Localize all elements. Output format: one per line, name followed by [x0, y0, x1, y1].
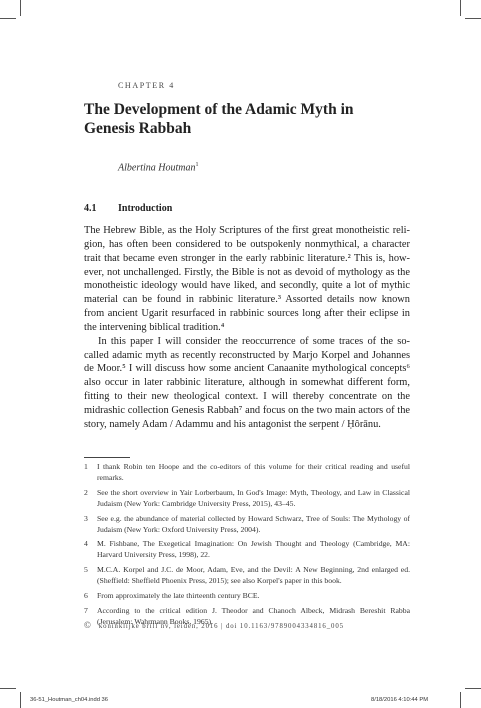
text-line: Moor.⁵ I will discuss how some ancient Canaanite mythological concepts⁶ also	[84, 363, 410, 389]
text-line: gion, has often been considered to be outspokenly nonmythical, a character	[84, 238, 410, 250]
footnote-number: 6	[84, 590, 88, 600]
footnote-text: See the short overview in Yair Lorberbaum, In God's Image: Myth, Theology, and Law in Classical Judaism (New York: Cambridge University Press, 2015), 43–45.	[97, 487, 410, 508]
text-line: trait that became even stronger in the early rabbinic literature.² This is, how-	[84, 252, 410, 264]
footnote	[84, 564, 410, 586]
text-line: to their new theological context. I will thereby concentrate on the midrashic	[84, 391, 410, 416]
chapter-title-line-1: The Development of the Adamic Myth in	[84, 101, 354, 118]
footnote-text: M. Fishbane, The Exegetical Imagination: On Jewish Thought and Theology (Cambridge, MA: Harvard University Press, 1998), 22.	[97, 539, 410, 560]
section-number: 4.1	[84, 203, 97, 214]
chapter-title-line-2: Genesis Rabbah	[84, 120, 192, 137]
crop-mark	[20, 0, 21, 16]
footnote-text: From approximately the late thirteenth century BCE.	[97, 590, 260, 600]
footnote	[84, 590, 410, 601]
crop-mark	[460, 692, 461, 708]
crop-mark	[465, 688, 481, 689]
footnote-text: M.C.A. Korpel and J.C. de Moor, Adam, Eve, and the Devil: A New Beginning, 2nd enlarged ed. (Sheffield: Sheffield Phoenix Press, 2015); see also Korpel's paper in this book.	[97, 565, 410, 586]
text-line: adamic myth as recently reconstructed by Marjo Korpel and Johannes de	[84, 349, 410, 375]
crop-mark	[460, 0, 461, 16]
section-heading	[84, 203, 172, 214]
slug-file-info: 36-51_Houtman_ch04.indd 36	[30, 697, 108, 703]
paragraph-1	[84, 224, 410, 335]
slug-timestamp: 8/18/2016 4:10:44 PM	[371, 697, 429, 703]
footnote-number: 5	[84, 565, 88, 575]
text-line: collection Genesis Rabbah⁷ and focus on the two main actors of the story,	[84, 404, 410, 430]
text-line: In this paper I will consider the reoccurrence of some traces of the so-called	[84, 335, 410, 361]
text-line: ever, not unchallenged. Firstly, the Bible is not as devoid of mythology as the	[84, 266, 410, 278]
footnote-rule	[84, 457, 130, 458]
footnote-text: I thank Robin ten Hoope and the co-editors of this volume for their critical reading and useful remarks.	[97, 462, 410, 483]
footnote	[84, 461, 410, 483]
text-line: monotheistic ideology would have liked, and secondly, quite a lot of mythic	[84, 280, 410, 292]
text-line: occur in later rabbinic literature, although in somewhat different form, fitting	[84, 377, 410, 403]
footnote-number: 7	[84, 605, 88, 615]
footnote-text: See e.g. the abundance of material collected by Howard Schwarz, Tree of Souls: The Mythology of Judaism (New York: Oxford University Press, 2004).	[97, 513, 410, 534]
footnote	[84, 513, 410, 535]
text-line: The Hebrew Bible, as the Holy Scriptures of the first great monotheistic reli-	[84, 225, 410, 236]
footnote-text: According to the critical edition J. Theodor and Chanoch Albeck, Midrash Bereshit Rabba (Jerusalem: Wahrmann Books, 1965).	[97, 605, 410, 626]
crop-mark	[0, 18, 16, 19]
body-text	[84, 224, 410, 432]
text-line: material can be found in rabbinic literature.³ Assorted details now known	[84, 294, 410, 306]
copyright-line	[84, 620, 344, 630]
paragraph-2	[84, 335, 410, 432]
footnote-number: 2	[84, 487, 88, 497]
copyright-text: koninklijke brill nv, leiden, 2016 | doi 10.1163/9789004334816_005	[98, 623, 344, 630]
crop-mark	[465, 18, 481, 19]
crop-mark	[0, 688, 16, 689]
chapter-label: CHAPTER 4	[118, 81, 175, 90]
footnote	[84, 487, 410, 509]
text-line: from ancient Ugarit resurfaced in rabbinic sources long after their eclipse in	[84, 308, 410, 320]
author-name: Albertina Houtman$^1$	[118, 162, 199, 174]
footnote-number: 1	[84, 462, 88, 471]
footnote-number: 3	[84, 513, 88, 523]
footnotes	[84, 461, 410, 630]
text-line: namely Adam / Adammu and his antagonist the serpent / Ḥôrānu.	[109, 418, 381, 430]
chapter-title	[84, 100, 404, 138]
crop-mark	[20, 692, 21, 708]
author-footnote-ref: 1	[195, 162, 199, 168]
copyright-symbol: ©	[84, 620, 91, 630]
text-line: the intervening biblical tradition.⁴	[84, 321, 225, 333]
section-title: Introduction	[118, 203, 173, 214]
footnote	[84, 538, 410, 560]
footnote-number: 4	[84, 539, 88, 549]
